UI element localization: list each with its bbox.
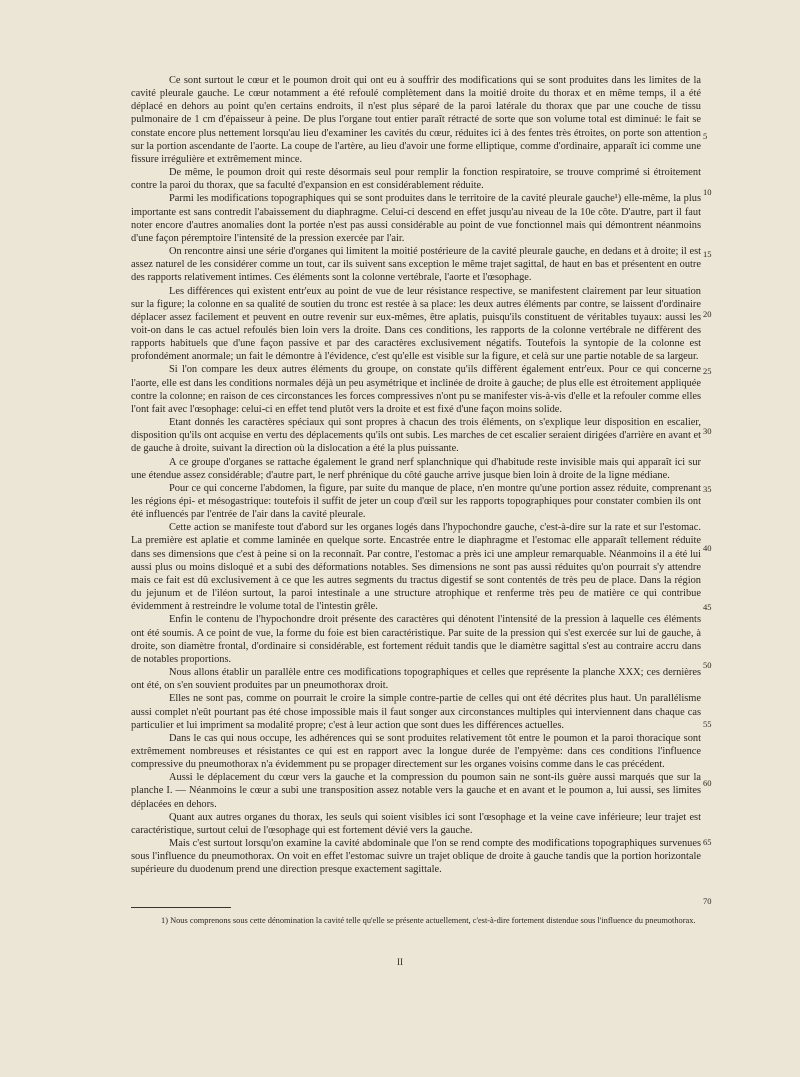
line-number: 30 [703, 426, 712, 436]
paragraph-11: Enfin le contenu de l'hypochondre droit présente des caractères qui dénotent l'intensité de la pression à laquelle ces éléments ont été soumis. A ce point de vue, la forme du foie est bien caractéristique. Par suite de la pression qui s'est exercée sur lui de gauche, à droite, son diamètre frontal, d'ordinaire si considérable, est fortement réduit tandis que le diamètre sagittal s'est au contraire accru dans de notables proportions. [131, 614, 701, 665]
line-number: 25 [703, 366, 712, 376]
paragraph-1: Ce sont surtout le cœur et le poumon droit qui ont eu à souffrir des modifications qui se sont produites dans les limites de la cavité pleurale gauche. Le cœur notamment a été refoulé complètement dans la moitié droite du thorax et en même temps, il a été déplacé en dehors au point qu'en certains endroits, il n'est plus séparé de la paroi latérale du thorax que par une couche de tissu pulmonaire de 1 cm d'épaisseur à peine. De plus l'organe tout entier paraît rétracté de sorte que son volume total est diminué: le fait se constate encore plus nettement lorsqu'au lieu d'examiner les cavités du cœur, réduites ici à des fentes très étroites, on porte son attention sur la portion ascendante de l'aorte. La coupe de l'artère, au lieu d'avoir une forme elliptique, comme d'ordinaire, apparaît ici comme une fissure irrégulière et extrêmement mince. [131, 75, 701, 165]
line-number: 40 [703, 543, 712, 553]
line-number: 5 [703, 131, 708, 141]
paragraph-4: On rencontre ainsi une série d'organes qui limitent la moitié postérieure de la cavité pleurale gauche, en dedans et à droite; il est assez naturel de les considérer comme un tout, car ils suivent sans exception le même trajet sagittal, de haut en bas et présentent en outre des rapports relativement intimes. Ces éléments sont la colonne vertébrale, l'aorte et l'œsophage. [131, 246, 701, 284]
line-number: 70 [703, 896, 712, 906]
paragraph-3: Parmi les modifications topographiques qui se sont produites dans le territoire de la cavité pleurale gauche¹) elle-même, la plus importante est sans contredit l'abaissement du diaphragme. Celui-ci descend en effet jusqu'au niveau de la 10e côte. D'autre, part il faut noter encore d'autres anomalies dont la portée n'est pas aussi considérable au point de vue fonctionnel mais qui démontrent néanmoins d'une façon péremptoire l'intensité de la pression exercée par l'air. [131, 193, 701, 244]
paragraph-6: Si l'on compare les deux autres éléments du groupe, on constate qu'ils diffèrent également entr'eux. Pour ce qui concerne l'aorte, elle est dans les conditions normales déjà un peu asymétrique et inclinée de droite à gauche; de plus elle est étroitement appliquée contre la colonne; en raison de ces circonstances les forces compressives n'ont pu se manifester vis-à-vis d'elle et la refouler comme elles l'ont fait avec l'œsophage: celui-ci en effet tend plutôt vers la droite et est fixé d'une façon moins solide. [131, 364, 701, 415]
line-number: 60 [703, 778, 712, 788]
footnote-divider [131, 907, 231, 908]
line-number: 35 [703, 484, 712, 494]
paragraph-16: Quant aux autres organes du thorax, les seuls qui soient visibles ici sont l'œsophage et la veine cave inférieure; leur trajet est caractéristique, surtout celui de l'œsophage qui est fortement dévié vers la gauche. [131, 811, 701, 836]
line-number: 55 [703, 719, 712, 729]
line-number: 65 [703, 837, 712, 847]
paragraph-12: Nous allons établir un parallèle entre ces modifications topographiques et celles que représente la planche XXX; ces dernières ont été, on s'en souvient produites par un pneumothorax droit. [131, 667, 701, 692]
paragraph-15: Aussi le déplacement du cœur vers la gauche et la compression du poumon sain ne sont-ils guère aussi marqués que sur la planche I. — Néanmoins le cœur a subi une transposition assez notable vers la gauche et en avant et le poumon a, lui aussi, ses limites déplacées en dehors. [131, 772, 701, 810]
footnote: 1) Nous comprenons sous cette dénomination la cavité telle qu'elle se présente actuellement, c'est-à-dire fortement distendue sous l'influence du pneumothorax. [161, 916, 696, 925]
line-number: 45 [703, 602, 712, 612]
paragraph-5: Les différences qui existent entr'eux au point de vue de leur résistance respective, se manifestent clairement par leur situation sur la figure; la colonne en sa qualité de soutien du tronc est restée à sa place: les deux autres éléments par contre, se laissent d'ordinaire déplacer assez facilement et peuvent en outre revenir sur eux-mêmes, être aplatis, puisqu'ils constituent de véritables tuyaux: aussi les voit-on dans le cas actuel refoulés bien loin vers la droite. Dans ces conditions, les rapports de la colonne vertébrale ne diffèrent des rapports habituels que d'une façon passive et par des caractères exclusivement négatifs. Toutefois la syntopie de la colonne est profondément anormale; un fait le démontre à l'évidence, c'est qu'elle est visible sur la figure, et celà sur une partie notable de sa largeur. [131, 285, 701, 363]
paragraph-17: Mais c'est surtout lorsqu'on examine la cavité abdominale que l'on se rend compte des modifications topographiques survenues sous l'influence du pneumothorax. On voit en effet l'estomac suivre un trajet oblique de droite à gauche tandis que la portion horizontale supérieure du duodenum prend une direction presque exactement sagittale. [131, 838, 701, 876]
paragraph-13: Elles ne sont pas, comme on pourrait le croire la simple contre-partie de celles qui ont été décrites plus haut. Un parallélisme aussi complet n'eût pourtant pas été chose impossible mais il faut songer aux circonstances multiples qui interviennent dans chaque cas particulier et lui impriment sa modalité propre; c'est à leur action que sont dues les différences actuelles. [131, 693, 701, 731]
line-number: 50 [703, 660, 712, 670]
page-number: II [397, 957, 403, 967]
paragraph-14: Dans le cas qui nous occupe, les adhérences qui se sont produites relativement tôt entre le poumon et la paroi thoracique sont extrêmement nombreuses et résistantes ce qui est en rapport avec la longue durée de l'empyème: dans ces conditions l'influence compressive du pneumothorax n'a évidemment pu se propager directement sur les organes voisins comme dans le cas précédent. [131, 732, 701, 771]
body-text [131, 74, 701, 877]
line-number: 15 [703, 249, 712, 259]
paragraph-7: Etant donnés les caractères spéciaux qui sont propres à chacun des trois éléments, on s'explique leur disposition en escalier, disposition qu'ils ont acquise en vertu des déplacements qu'ils ont subis. Les marches de cet escalier seraient dirigées d'arrière en avant et de gauche à droite, suivant la direction où la dislocation a été la plus puissante. [131, 417, 701, 455]
line-number: 20 [703, 309, 712, 319]
paragraph-8: A ce groupe d'organes se rattache également le grand nerf splanchnique qui d'habitude reste invisible mais qui apparaît ici sur une étendue assez considérable; d'autre part, le nerf phrénique du côté gauche arrive jusque bien loin à droite de la ligne médiane. [131, 456, 701, 481]
paragraph-2: De même, le poumon droit qui reste désormais seul pour remplir la fonction respiratoire, se trouve comprimé si étroitement contre la paroi du thorax, que sa faculté d'expansion en est considérablement réduite. [131, 167, 701, 192]
line-number: 10 [703, 187, 712, 197]
paragraph-9: Pour ce qui concerne l'abdomen, la figure, par suite du manque de place, n'en montre qu'une portion assez réduite, comprenant les régions épi- et mésogastrique: toutefois il suffit de jeter un coup d'œil sur les rapports topographiques pour constater combien ils ont été influencés par l'entrée de l'air dans la cavité pleurale. [131, 482, 701, 521]
paragraph-10: Cette action se manifeste tout d'abord sur les organes logés dans l'hypochondre gauche, c'est-à-dire sur la rate et sur l'estomac. La première est aplatie et comme laminée en quelque sorte. Encastrée entre le diaphragme et l'estomac elle apparaît tellement réduite dans ses dimensions que c'est à peine si on la reconnaît. Par contre, l'estomac a près ici une ampleur remarquable. Néanmoins il a été lui aussi plus ou moins disloqué et a subi des déformations notables. Ses dimensions ne sont pas aussi réduites qu'on pourrait s'y attendre mais ce fait est dû exclusivement à ce que les autres segments du tractus digestif se sont contentés de très peu de place. Dans la région du jejunum et de l'iléon surtout, la paroi intestinale a une structure atrophique et renferme très peu de matière ce qui contribue évidemment à restreindre le volume total de l'intestin grêle. [131, 522, 701, 613]
